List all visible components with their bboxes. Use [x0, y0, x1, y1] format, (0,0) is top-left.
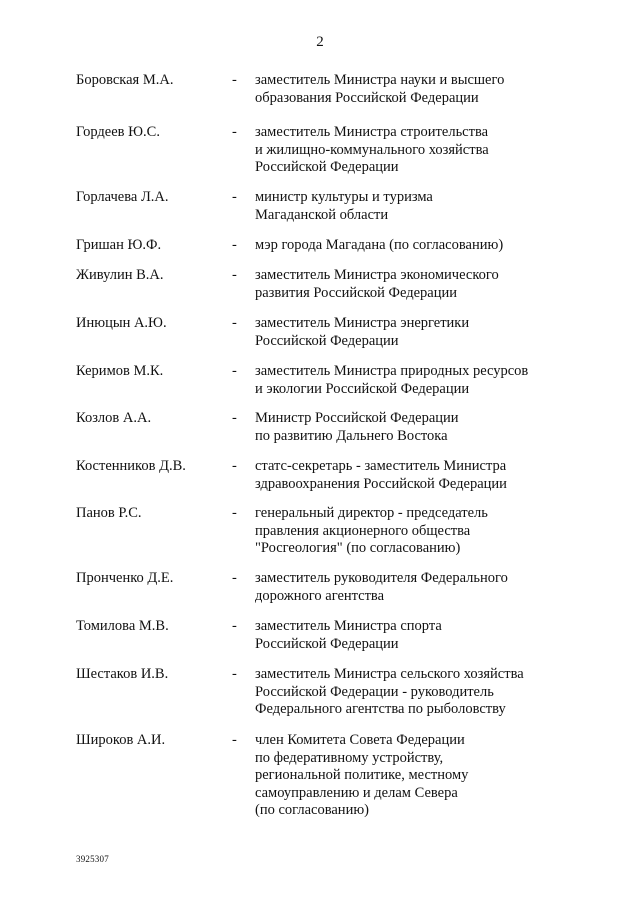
role-line: самоуправлению и делам Севера — [255, 784, 458, 801]
role-line: (по согласованию) — [255, 802, 369, 818]
role-line: заместитель Министра спорта — [255, 618, 442, 634]
role-line: дорожного агентства — [255, 587, 385, 604]
member-name: Костенников Д.В. — [76, 458, 186, 474]
member-name: Панов Р.С. — [76, 505, 142, 521]
member-dash: - — [232, 363, 237, 379]
member-role — [255, 666, 625, 719]
member-role — [255, 124, 625, 177]
member-role — [255, 732, 625, 820]
member-name: Боровская М.А. — [76, 72, 174, 88]
member-dash: - — [232, 315, 237, 331]
member-role — [255, 315, 625, 350]
role-line: заместитель Министра природных ресурсов — [255, 363, 529, 379]
member-role — [255, 618, 625, 653]
role-line: генеральный директор - председатель — [255, 505, 488, 521]
member-name: Широков А.И. — [76, 732, 166, 748]
role-line: правления акционерного общества — [255, 522, 471, 539]
member-dash: - — [232, 189, 237, 205]
member-dash: - — [232, 237, 237, 253]
member-dash: - — [232, 505, 237, 521]
member-role — [255, 363, 625, 398]
role-line: образования Российской Федерации — [255, 89, 479, 106]
role-line: Российской Федерации — [255, 159, 399, 175]
role-line: Российской Федерации — [255, 635, 399, 652]
role-line: заместитель руководителя Федерального — [255, 570, 508, 586]
role-line: и жилищно-коммунального хозяйства — [255, 141, 489, 158]
role-line: Российской Федерации - руководитель — [255, 683, 494, 700]
member-name: Козлов А.А. — [76, 410, 152, 426]
member-name: Пронченко Д.Е. — [76, 570, 174, 586]
role-line: по развитию Дальнего Востока — [255, 427, 448, 444]
role-line: Российской Федерации — [255, 332, 399, 349]
member-dash: - — [232, 267, 237, 283]
member-dash: - — [232, 410, 237, 426]
role-line: здравоохранения Российской Федерации — [255, 475, 507, 492]
member-role — [255, 410, 625, 445]
role-line: развития Российской Федерации — [255, 284, 457, 301]
role-line: региональной политике, местному — [255, 767, 469, 783]
role-line: Федерального агентства по рыболовству — [255, 701, 506, 717]
role-line: заместитель Министра сельского хозяйства — [255, 666, 524, 682]
member-name: Горлачева Л.А. — [76, 189, 169, 205]
member-role — [255, 72, 625, 107]
member-role — [255, 570, 625, 605]
member-dash: - — [232, 732, 237, 748]
role-line: заместитель Министра науки и высшего — [255, 72, 505, 88]
role-line: Министр Российской Федерации — [255, 410, 459, 426]
member-dash: - — [232, 666, 237, 682]
document-code: 3925307 — [76, 854, 109, 864]
role-line: заместитель Министра экономического — [255, 267, 499, 283]
member-role — [255, 458, 625, 493]
role-line: Магаданской области — [255, 206, 389, 223]
role-line: статс-секретарь - заместитель Министра — [255, 458, 507, 474]
member-role — [255, 237, 625, 255]
member-dash: - — [232, 124, 237, 140]
member-name: Живулин В.А. — [76, 267, 164, 283]
member-role — [255, 505, 625, 558]
role-line: по федеративному устройству, — [255, 749, 444, 766]
role-line: мэр города Магадана (по согласованию) — [255, 237, 504, 253]
member-name: Керимов М.К. — [76, 363, 164, 379]
member-dash: - — [232, 72, 237, 88]
page-number: 2 — [316, 34, 324, 50]
role-line: и экологии Российской Федерации — [255, 380, 470, 397]
member-dash: - — [232, 618, 237, 634]
member-name: Инюцын А.Ю. — [76, 315, 167, 331]
member-role — [255, 267, 625, 302]
role-line: заместитель Министра энергетики — [255, 315, 470, 331]
role-line: заместитель Министра строительства — [255, 124, 489, 140]
member-name: Шестаков И.В. — [76, 666, 169, 682]
member-name: Гришан Ю.Ф. — [76, 237, 162, 253]
member-role — [255, 189, 625, 224]
member-name: Гордеев Ю.С. — [76, 124, 160, 140]
member-name: Томилова М.В. — [76, 618, 169, 634]
role-line: министр культуры и туризма — [255, 189, 433, 205]
role-line: "Росгеология" (по согласованию) — [255, 540, 461, 556]
member-dash: - — [232, 570, 237, 586]
role-line: член Комитета Совета Федерации — [255, 732, 465, 748]
member-dash: - — [232, 458, 237, 474]
